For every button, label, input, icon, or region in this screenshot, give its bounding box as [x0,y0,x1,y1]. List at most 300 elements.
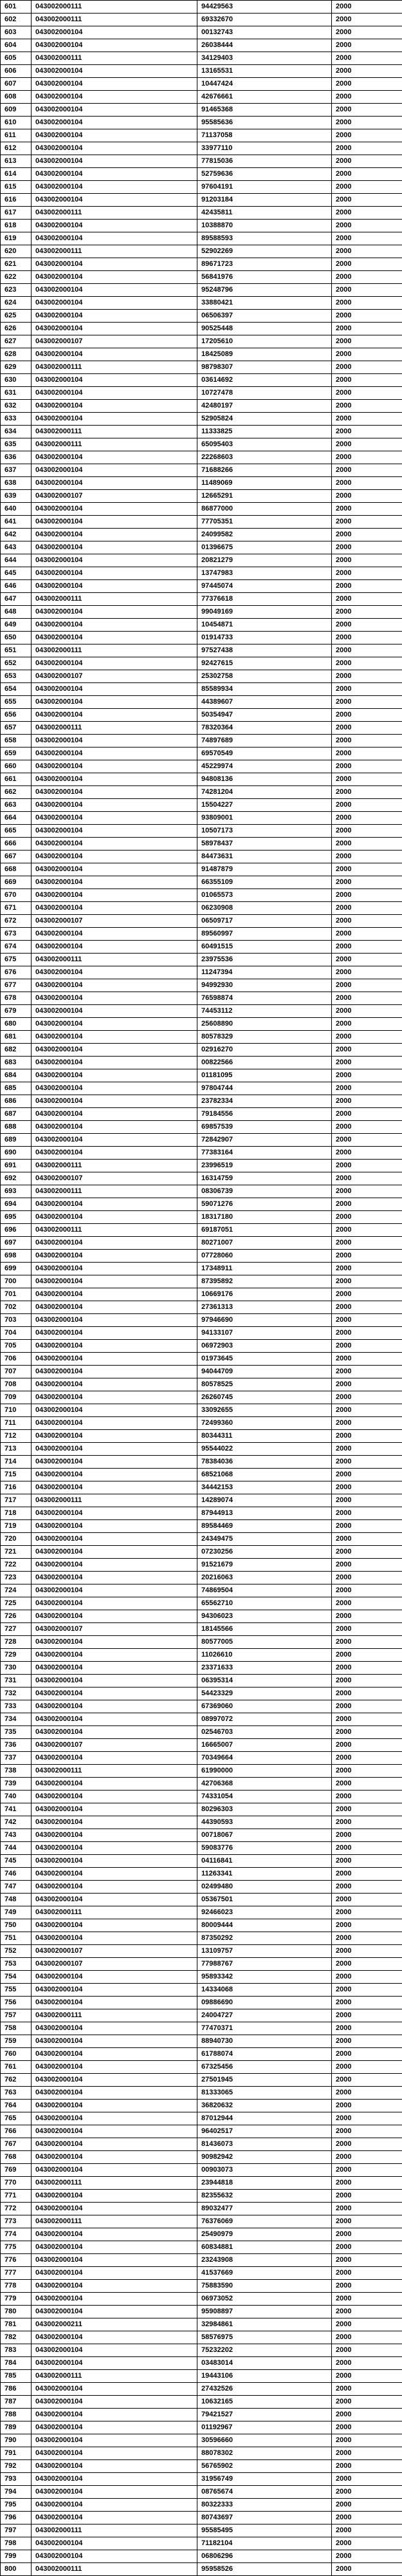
table-row [1,1,402,14]
table-row [1,52,402,65]
account-code-cell: 043002000104 [32,1301,197,1314]
reference-number-cell: 61788074 [197,2048,332,2061]
table-row [1,335,402,348]
account-code-cell: 043002000104 [32,348,197,361]
table-row [1,284,402,297]
reference-number-cell: 25490979 [197,2228,332,2241]
reference-number-cell: 84473631 [197,851,332,863]
table-row [1,1237,402,1250]
reference-number-cell: 10507173 [197,825,332,838]
row-number-cell: 790 [1,2434,32,2447]
amount-cell: 2000 [332,2409,402,2421]
table-row [1,2396,402,2409]
amount-cell: 2000 [332,696,402,709]
account-code-cell: 043002000104 [32,1726,197,1739]
account-code-cell: 043002000104 [32,477,197,490]
reference-number-cell: 52905824 [197,413,332,426]
row-number-cell: 761 [1,2061,32,2074]
row-number-cell: 785 [1,2370,32,2383]
account-code-cell: 043002000104 [32,1546,197,1559]
reference-number-cell: 02546703 [197,1726,332,1739]
amount-cell: 2000 [332,1765,402,1778]
reference-number-cell: 72842907 [197,1134,332,1147]
account-code-cell: 043002000111 [32,644,197,657]
row-number-cell: 626 [1,323,32,335]
reference-number-cell: 27432526 [197,2383,332,2396]
amount-cell: 2000 [332,799,402,812]
reference-number-cell: 99049169 [197,606,332,619]
account-code-cell: 043002000104 [32,747,197,760]
amount-cell: 2000 [332,220,402,232]
table-row [1,271,402,284]
account-code-cell: 043002000104 [32,78,197,91]
row-number-cell: 667 [1,851,32,863]
table-row [1,1623,402,1636]
account-code-cell: 043002000104 [32,1572,197,1584]
account-code-cell: 043002000104 [32,1134,197,1147]
row-number-cell: 679 [1,1005,32,1018]
row-number-cell: 604 [1,39,32,52]
table-row [1,2138,402,2151]
reference-number-cell: 80743697 [197,2512,332,2524]
row-number-cell: 718 [1,1507,32,1520]
reference-number-cell: 77470371 [197,2022,332,2035]
reference-number-cell: 95893342 [197,1971,332,1984]
amount-cell: 2000 [332,941,402,954]
row-number-cell: 715 [1,1469,32,1481]
table-row [1,2370,402,2383]
reference-number-cell: 94429563 [197,1,332,14]
amount-cell: 2000 [332,567,402,580]
table-row [1,670,402,683]
reference-number-cell: 69332670 [197,14,332,26]
row-number-cell: 617 [1,207,32,220]
reference-number-cell: 88078302 [197,2447,332,2460]
row-number-cell: 797 [1,2524,32,2537]
account-code-cell: 043002000104 [32,2396,197,2409]
row-number-cell: 762 [1,2074,32,2087]
table-row [1,2460,402,2473]
table-row [1,194,402,207]
amount-cell: 2000 [332,838,402,851]
reference-number-cell: 69570549 [197,747,332,760]
reference-number-cell: 80271007 [197,1237,332,1250]
reference-number-cell: 74453112 [197,1005,332,1018]
row-number-cell: 652 [1,657,32,670]
reference-number-cell: 69187051 [197,1224,332,1237]
account-code-cell: 043002000104 [32,104,197,117]
account-code-cell: 043002000104 [32,2035,197,2048]
table-row [1,760,402,773]
account-code-cell: 043002000107 [32,670,197,683]
row-number-cell: 688 [1,1121,32,1134]
row-number-cell: 711 [1,1417,32,1430]
account-code-cell: 043002000104 [32,1237,197,1250]
table-row [1,1494,402,1507]
account-code-cell: 043002000107 [32,490,197,503]
amount-cell: 2000 [332,644,402,657]
reference-number-cell: 26038444 [197,39,332,52]
account-code-cell: 043002000104 [32,129,197,142]
table-row [1,1185,402,1198]
row-number-cell: 673 [1,928,32,941]
amount-cell: 2000 [332,541,402,554]
amount-cell: 2000 [332,2177,402,2190]
reference-number-cell: 30596660 [197,2434,332,2447]
account-code-cell: 043002000104 [32,902,197,915]
amount-cell: 2000 [332,2473,402,2486]
amount-cell: 2000 [332,1739,402,1752]
table-row [1,1803,402,1816]
table-row [1,207,402,220]
reference-number-cell: 92466023 [197,1906,332,1919]
row-number-cell: 774 [1,2228,32,2241]
amount-cell: 2000 [332,1546,402,1559]
table-row [1,2280,402,2293]
table-row [1,245,402,258]
amount-cell: 2000 [332,812,402,825]
account-code-cell: 043002000104 [32,464,197,477]
row-number-cell: 698 [1,1250,32,1263]
table-row [1,696,402,709]
row-number-cell: 625 [1,310,32,323]
amount-cell: 2000 [332,2512,402,2524]
amount-cell: 2000 [332,117,402,129]
table-row [1,2331,402,2344]
amount-cell: 2000 [332,2383,402,2396]
table-row [1,2357,402,2370]
amount-cell: 2000 [332,1314,402,1327]
table-row [1,928,402,941]
amount-cell: 2000 [332,14,402,26]
amount-cell: 2000 [332,1984,402,1997]
amount-cell: 2000 [332,1031,402,1044]
table-row [1,2409,402,2421]
amount-cell: 2000 [332,1623,402,1636]
row-number-cell: 725 [1,1597,32,1610]
amount-cell: 2000 [332,825,402,838]
reference-number-cell: 23371633 [197,1662,332,1675]
account-code-cell: 043002000111 [32,593,197,606]
amount-cell: 2000 [332,2074,402,2087]
amount-cell: 2000 [332,1353,402,1366]
row-number-cell: 608 [1,91,32,104]
account-code-cell: 043002000104 [32,2383,197,2396]
row-number-cell: 733 [1,1700,32,1713]
row-number-cell: 623 [1,284,32,297]
amount-cell: 2000 [332,1919,402,1932]
reference-number-cell: 77705351 [197,516,332,529]
amount-cell: 2000 [332,1237,402,1250]
table-row [1,464,402,477]
amount-cell: 2000 [332,1430,402,1443]
row-number-cell: 776 [1,2254,32,2267]
reference-number-cell: 68521068 [197,1469,332,1481]
account-code-cell: 043002000104 [32,709,197,722]
row-number-cell: 619 [1,232,32,245]
row-number-cell: 709 [1,1391,32,1404]
account-code-cell: 043002000104 [32,1366,197,1378]
amount-cell: 2000 [332,1829,402,1842]
reference-number-cell: 95585636 [197,117,332,129]
row-number-cell: 717 [1,1494,32,1507]
reference-number-cell: 18317180 [197,1211,332,1224]
table-row [1,117,402,129]
amount-cell: 2000 [332,2293,402,2306]
reference-number-cell: 00132743 [197,26,332,39]
row-number-cell: 731 [1,1675,32,1688]
row-number-cell: 740 [1,1791,32,1803]
amount-cell: 2000 [332,1108,402,1121]
table-row [1,529,402,541]
account-code-cell: 043002000104 [32,567,197,580]
amount-cell: 2000 [332,1211,402,1224]
row-number-cell: 627 [1,335,32,348]
reference-number-cell: 72499360 [197,1417,332,1430]
amount-cell: 2000 [332,1778,402,1791]
account-code-cell: 043002000104 [32,2228,197,2241]
row-number-cell: 680 [1,1018,32,1031]
account-code-cell: 043002000104 [32,1314,197,1327]
account-code-cell: 043002000104 [32,1456,197,1469]
table-row [1,155,402,168]
reference-number-cell: 04116841 [197,1855,332,1868]
amount-cell: 2000 [332,2331,402,2344]
row-number-cell: 605 [1,52,32,65]
table-row [1,747,402,760]
row-number-cell: 736 [1,1739,32,1752]
reference-number-cell: 42480197 [197,400,332,413]
account-code-cell: 043002000104 [32,812,197,825]
amount-cell: 2000 [332,2267,402,2280]
reference-number-cell: 32984861 [197,2318,332,2331]
amount-cell: 2000 [332,361,402,374]
amount-cell: 2000 [332,1224,402,1237]
amount-cell: 2000 [332,1958,402,1971]
table-row [1,1971,402,1984]
table-row [1,2524,402,2537]
amount-cell: 2000 [332,1803,402,1816]
row-number-cell: 795 [1,2499,32,2512]
reference-number-cell: 80578329 [197,1031,332,1044]
amount-cell: 2000 [332,2306,402,2318]
account-code-cell: 043002000104 [32,683,197,696]
row-number-cell: 650 [1,632,32,644]
table-row [1,1997,402,2009]
table-row [1,1533,402,1546]
reference-number-cell: 71137058 [197,129,332,142]
account-code-cell: 043002000104 [32,1597,197,1610]
account-code-cell: 043002000104 [32,1481,197,1494]
reference-number-cell: 42706368 [197,1778,332,1791]
table-row [1,619,402,632]
row-number-cell: 704 [1,1327,32,1340]
amount-cell: 2000 [332,2434,402,2447]
row-number-cell: 729 [1,1649,32,1662]
row-number-cell: 726 [1,1610,32,1623]
reference-number-cell: 22268603 [197,451,332,464]
account-code-cell: 043002000111 [32,1185,197,1198]
account-code-cell: 043002000104 [32,1584,197,1597]
table-row [1,323,402,335]
amount-cell: 2000 [332,310,402,323]
row-number-cell: 777 [1,2267,32,2280]
row-number-cell: 622 [1,271,32,284]
table-row [1,2512,402,2524]
amount-cell: 2000 [332,1121,402,1134]
account-code-cell: 043002000111 [32,1,197,14]
reference-number-cell: 00903073 [197,2164,332,2177]
table-row [1,1906,402,1919]
amount-cell: 2000 [332,2524,402,2537]
amount-cell: 2000 [332,516,402,529]
table-row [1,14,402,26]
table-row [1,941,402,954]
amount-cell: 2000 [332,1443,402,1456]
account-code-cell: 043002000104 [32,142,197,155]
reference-number-cell: 24099582 [197,529,332,541]
account-code-cell: 043002000104 [32,516,197,529]
row-number-cell: 771 [1,2190,32,2203]
reference-number-cell: 10632165 [197,2396,332,2409]
account-code-cell: 043002000104 [32,1443,197,1456]
reference-number-cell: 42435811 [197,207,332,220]
amount-cell: 2000 [332,451,402,464]
reference-number-cell: 89560997 [197,928,332,941]
reference-number-cell: 52902269 [197,245,332,258]
account-code-cell: 043002000104 [32,2486,197,2499]
amount-cell: 2000 [332,2318,402,2331]
table-row [1,2022,402,2035]
row-number-cell: 651 [1,644,32,657]
account-code-cell: 043002000104 [32,2293,197,2306]
account-code-cell: 043002000104 [32,1984,197,1997]
reference-number-cell: 01181095 [197,1069,332,1082]
table-row [1,954,402,966]
row-number-cell: 606 [1,65,32,78]
account-code-cell: 043002000104 [32,979,197,992]
reference-number-cell: 60491515 [197,941,332,954]
account-code-cell: 043002000104 [32,232,197,245]
amount-cell: 2000 [332,2280,402,2293]
row-number-cell: 642 [1,529,32,541]
reference-number-cell: 17348911 [197,1263,332,1275]
row-number-cell: 621 [1,258,32,271]
row-number-cell: 612 [1,142,32,155]
row-number-cell: 728 [1,1636,32,1649]
row-number-cell: 639 [1,490,32,503]
account-code-cell: 043002000104 [32,1533,197,1546]
reference-number-cell: 13165531 [197,65,332,78]
account-code-cell: 043002000104 [32,619,197,632]
reference-number-cell: 19443106 [197,2370,332,2383]
amount-cell: 2000 [332,413,402,426]
account-code-cell: 043002000104 [32,876,197,889]
account-code-cell: 043002000104 [32,1662,197,1675]
account-code-cell: 043002000104 [32,2512,197,2524]
amount-cell: 2000 [332,2061,402,2074]
amount-cell: 2000 [332,529,402,541]
account-code-cell: 043002000104 [32,838,197,851]
amount-cell: 2000 [332,374,402,387]
row-number-cell: 632 [1,400,32,413]
reference-number-cell: 93809001 [197,812,332,825]
table-row [1,2421,402,2434]
amount-cell: 2000 [332,1610,402,1623]
reference-number-cell: 34442153 [197,1481,332,1494]
reference-number-cell: 95585495 [197,2524,332,2537]
reference-number-cell: 25302758 [197,670,332,683]
table-row [1,1636,402,1649]
account-code-cell: 043002000104 [32,1404,197,1417]
row-number-cell: 794 [1,2486,32,2499]
row-number-cell: 649 [1,619,32,632]
table-row [1,516,402,529]
reference-number-cell: 91487879 [197,863,332,876]
reference-number-cell: 94133107 [197,1327,332,1340]
reference-number-cell: 08997072 [197,1713,332,1726]
table-row [1,1378,402,1391]
table-row [1,2215,402,2228]
reference-number-cell: 90525448 [197,323,332,335]
row-number-cell: 629 [1,361,32,374]
row-number-cell: 713 [1,1443,32,1456]
amount-cell: 2000 [332,1894,402,1906]
table-row [1,1263,402,1275]
reference-number-cell: 59083776 [197,1842,332,1855]
table-row [1,1507,402,1520]
row-number-cell: 646 [1,580,32,593]
amount-cell: 2000 [332,26,402,39]
account-code-cell: 043002000104 [32,1868,197,1881]
row-number-cell: 647 [1,593,32,606]
amount-cell: 2000 [332,1134,402,1147]
reference-number-cell: 01973645 [197,1353,332,1366]
reference-number-cell: 31956749 [197,2473,332,2486]
table-row [1,1520,402,1533]
row-number-cell: 723 [1,1572,32,1584]
amount-cell: 2000 [332,65,402,78]
account-code-cell: 043002000111 [32,722,197,735]
amount-cell: 2000 [332,2087,402,2100]
account-code-cell: 043002000104 [32,1057,197,1069]
row-number-cell: 636 [1,451,32,464]
row-number-cell: 690 [1,1147,32,1160]
account-code-cell: 043002000104 [32,413,197,426]
account-code-cell: 043002000104 [32,2306,197,2318]
amount-cell: 2000 [332,876,402,889]
amount-cell: 2000 [332,232,402,245]
account-code-cell: 043002000111 [32,1494,197,1507]
table-row [1,2151,402,2164]
table-row [1,2537,402,2550]
account-code-cell: 043002000104 [32,2164,197,2177]
row-number-cell: 769 [1,2164,32,2177]
table-row [1,2009,402,2022]
row-number-cell: 670 [1,889,32,902]
reference-number-cell: 23975536 [197,954,332,966]
table-row [1,39,402,52]
account-code-cell: 043002000104 [32,1147,197,1160]
table-row [1,838,402,851]
account-code-cell: 043002000111 [32,1906,197,1919]
account-code-cell: 043002000107 [32,1623,197,1636]
reference-number-cell: 97604191 [197,181,332,194]
account-code-cell: 043002000104 [32,1688,197,1700]
amount-cell: 2000 [332,477,402,490]
amount-cell: 2000 [332,1662,402,1675]
table-row [1,2190,402,2203]
